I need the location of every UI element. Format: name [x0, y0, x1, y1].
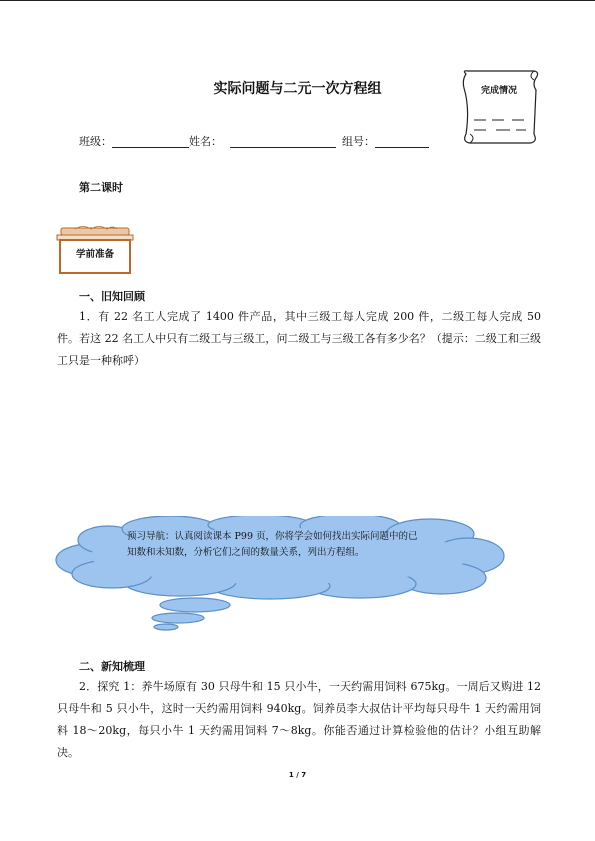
name-field[interactable] — [230, 135, 336, 148]
preview-note: 预习导航：认真阅读课本 P99 页，你将学会如何找出实际问题中的已知数和未知数，分析它们之间的数量关系，列出方程组。 — [127, 531, 418, 558]
scroll-frame-icon — [456, 68, 542, 146]
explore-question: 2．探究 1：养牛场原有 30 只母牛和 15 只小牛，一天约需用饲料 675kg。一周后又购进 12 只母牛和 5 只小牛，这时一天约需用饲料 940kg。饲养员李大叔估计平均每只母牛 1 天约需用饲料 18～20kg，每只小牛 1 天约需用饲料 7～8kg。你能否通过计算检验他的估计？小组互助解决。 — [57, 680, 541, 759]
lesson-heading: 第二课时 — [79, 181, 123, 194]
class-label: 班级： — [79, 135, 112, 148]
section-new-heading: 二、新知梳理 — [79, 660, 145, 673]
status-box-label: 完成情况 — [480, 86, 517, 96]
page-number: 1 / 7 — [288, 771, 307, 779]
top-rule — [0, 0, 595, 1]
name-label: 姓名： — [189, 135, 222, 148]
status-scroll-box — [456, 68, 542, 146]
page-title: 实际问题与二元一次方程组 — [213, 81, 382, 97]
class-field[interactable] — [112, 135, 189, 148]
prep-badge-label: 学前准备 — [75, 249, 114, 260]
section-review-heading: 一、旧知回顾 — [79, 290, 145, 303]
student-info-row — [79, 133, 429, 149]
review-question: 1．有 22 名工人完成了 1400 件产品，其中三级工每人完成 200 件，二级工每人完成 50 件。若这 22 名工人中只有二级工与三级工，问二级工与三级工各有多少名？（提示：二级工和三级工只是一种称呼） — [57, 310, 541, 367]
group-label: 组号： — [342, 135, 375, 148]
group-field[interactable] — [375, 135, 429, 148]
